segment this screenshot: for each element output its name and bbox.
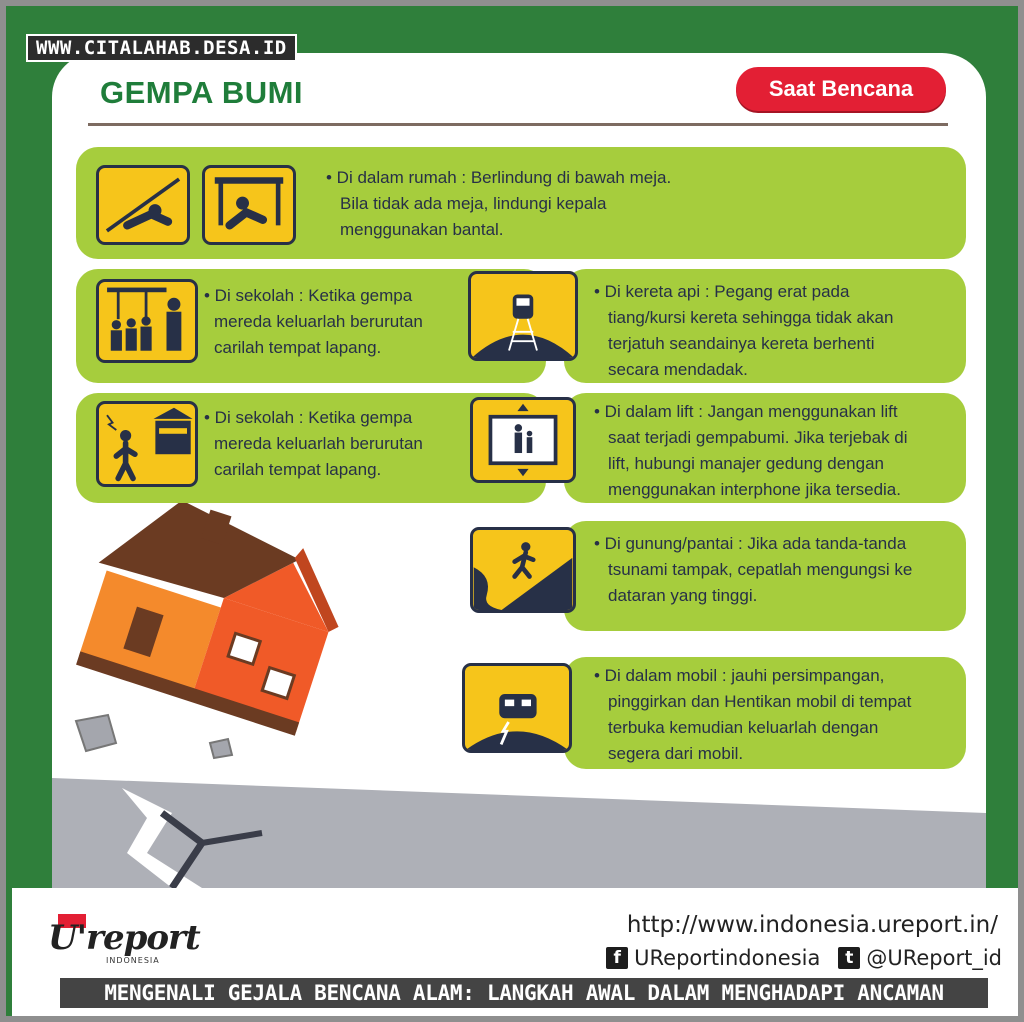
- tip-line: segera dari mobil.: [608, 744, 744, 763]
- tip-line: carilah tempat lapang.: [214, 460, 382, 479]
- tip-line: • Di dalam mobil : jauhi persimpangan,: [594, 666, 885, 685]
- site-watermark: WWW.CITALAHAB.DESA.ID: [26, 34, 297, 62]
- title-divider: [88, 123, 948, 126]
- ureport-logo-subtitle: INDONESIA: [106, 956, 160, 965]
- tip-line: menggunakan bantal.: [340, 220, 504, 239]
- tip-line: tsunami tampak, cepatlah mengungsi ke: [608, 560, 913, 579]
- tip-line: dataran yang tinggi.: [608, 586, 758, 605]
- tip-line: mereda keluarlah berurutan: [214, 312, 423, 331]
- tip-text-home: [326, 165, 671, 243]
- website-url[interactable]: http://www.indonesia.ureport.in/: [626, 912, 998, 938]
- elevator-icon: [470, 397, 576, 483]
- twitter-handle[interactable]: @UReport_id: [866, 946, 1002, 970]
- facebook-icon: f: [606, 947, 628, 969]
- tsunami-escape-icon: [470, 527, 576, 613]
- situation-badge: Saat Bencana: [736, 67, 946, 111]
- tip-line: terjatuh seandainya kereta berhenti: [608, 334, 875, 353]
- tip-line: mereda keluarlah berurutan: [214, 434, 423, 453]
- tip-line: tiang/kursi kereta sehingga tidak akan: [608, 308, 894, 327]
- tip-text-car: [594, 663, 911, 767]
- car-icon: [462, 663, 572, 753]
- twitter-icon: t: [838, 947, 860, 969]
- train-icon: [468, 271, 578, 361]
- tip-text-lift: [594, 399, 908, 503]
- tip-line: lift, hubungi manajer gedung dengan: [608, 454, 884, 473]
- tip-line: • Di dalam rumah : Berlindung di bawah meja.: [326, 168, 672, 187]
- article-headline: MENGENALI GEJALA BENCANA ALAM: LANGKAH AWAL DALAM MENGHADAPI ANCAMAN: [58, 976, 990, 1010]
- tip-text-train: [594, 279, 893, 383]
- tip-line: pinggirkan dan Hentikan mobil di tempat: [608, 692, 912, 711]
- tip-line: • Di kereta api : Pegang erat pada: [594, 282, 850, 301]
- tip-text-school: [204, 283, 423, 361]
- footer: [12, 888, 1024, 1022]
- crawl-under-icon: [96, 165, 190, 245]
- page-title: GEMPA BUMI: [100, 75, 304, 110]
- tip-text-coast: [594, 531, 912, 609]
- facebook-handle[interactable]: UReportindonesia: [634, 946, 821, 970]
- tip-line: menggunakan interphone jika tersedia.: [608, 480, 901, 499]
- tip-line: saat terjadi gempabumi. Jika terjebak di: [608, 428, 908, 447]
- tip-line: terbuka kemudian keluarlah dengan: [608, 718, 879, 737]
- building-evacuation-icon: [96, 401, 198, 487]
- tip-line: • Di dalam lift : Jangan menggunakan lift: [594, 402, 898, 421]
- tip-line: Bila tidak ada meja, lindungi kepala: [340, 194, 607, 213]
- ureport-logo: U'report: [48, 918, 200, 958]
- school-evacuation-icon: [96, 279, 198, 363]
- tip-text-school-2: [204, 405, 423, 483]
- tip-line: • Di sekolah : Ketika gempa: [204, 286, 413, 305]
- tip-line: • Di gunung/pantai : Jika ada tanda-tanda: [594, 534, 907, 553]
- tip-line: secara mendadak.: [608, 360, 748, 379]
- social-links: [606, 946, 1002, 970]
- infographic-card: [52, 53, 986, 888]
- tip-line: carilah tempat lapang.: [214, 338, 382, 357]
- table-shelter-icon: [202, 165, 296, 245]
- tip-line: • Di sekolah : Ketika gempa: [204, 408, 413, 427]
